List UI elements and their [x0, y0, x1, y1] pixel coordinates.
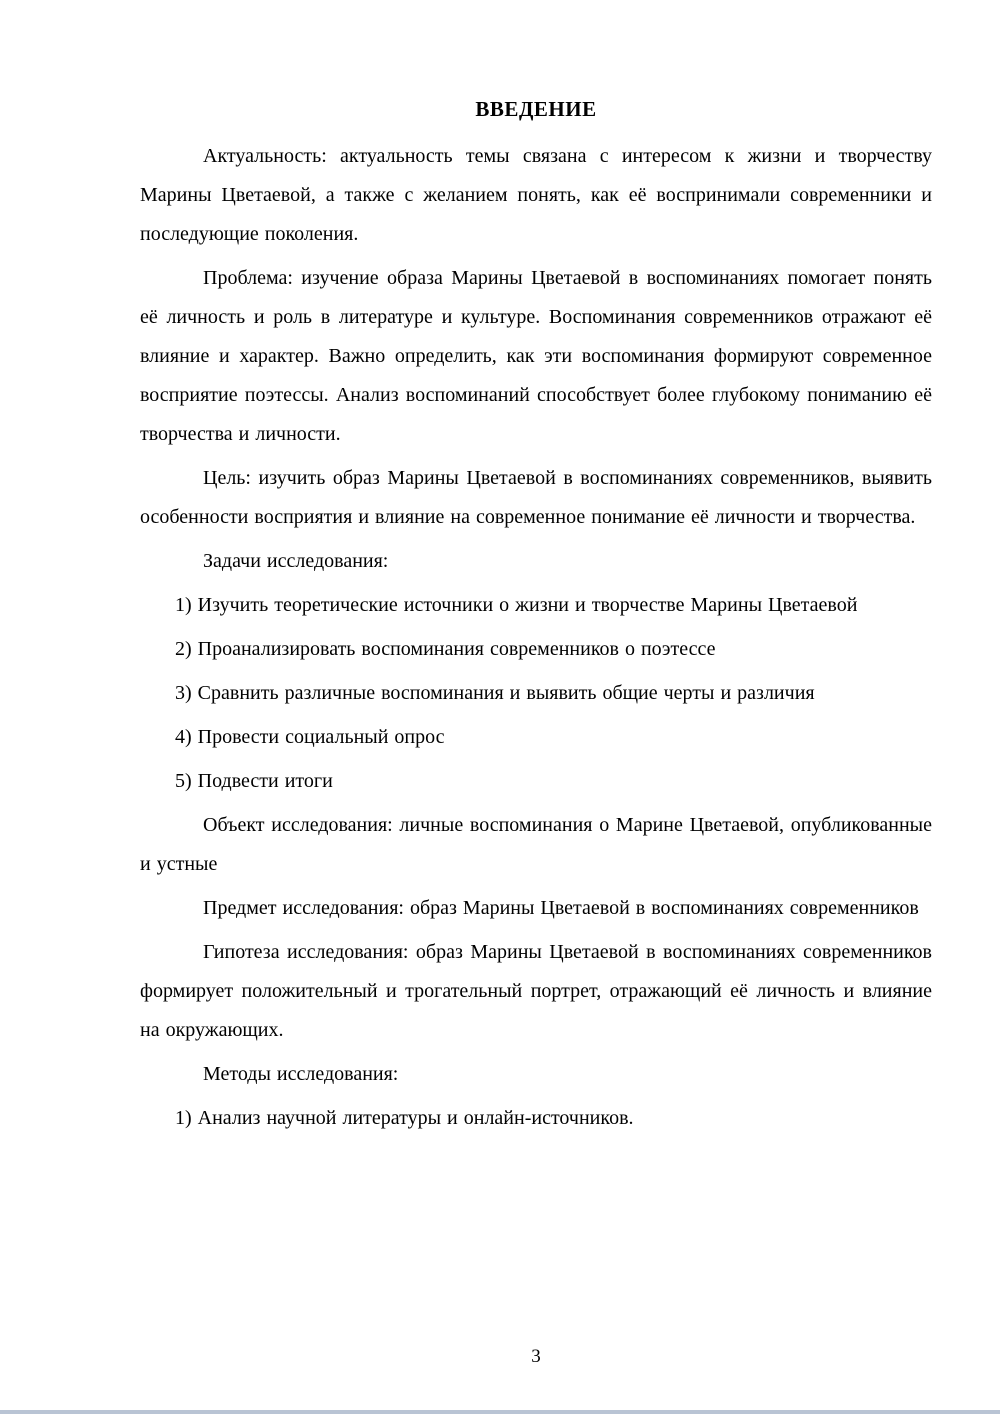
paragraph-object: Объект исследования: личные воспоминания о Марине Цветаевой, опубликованные и устные	[140, 814, 932, 875]
paragraph-subject: Предмет исследования: образ Марины Цветаевой в воспоминаниях современников	[203, 897, 919, 919]
task-item-3: 3) Сравнить различные воспоминания и выявить общие черты и различия	[175, 682, 815, 704]
page-bottom-edge	[0, 1410, 1000, 1414]
paragraph-problem: Проблема: изучение образа Марины Цветаевой в воспоминаниях помогает понять её личность и роль в литературе и культуре. Воспоминания современников отражают её влияние и характер. Важно определить, как эти воспоминания формируют современное восприятие поэтессы. Анализ воспоминаний способствует более глубокому пониманию её творчества и личности.	[140, 267, 932, 445]
task-item-2: 2) Проанализировать воспоминания современников о поэтессе	[175, 638, 716, 660]
page-number: 3	[531, 1346, 541, 1367]
paragraph-relevance: Актуальность: актуальность темы связана с интересом к жизни и творчеству Марины Цветаевой, а также с желанием понять, как её воспринимали современники и последующие поколения.	[140, 145, 932, 245]
paragraph-hypothesis: Гипотеза исследования: образ Марины Цветаевой в воспоминаниях современников формирует положительный и трогательный портрет, отражающий её личность и влияние на окружающих.	[140, 941, 932, 1041]
page-title: ВВЕДЕНИЕ	[475, 97, 597, 121]
method-item-1: 1) Анализ научной литературы и онлайн-источников.	[175, 1107, 634, 1129]
paragraph-methods-heading: Методы исследования:	[203, 1063, 399, 1085]
task-item-4: 4) Провести социальный опрос	[175, 726, 445, 748]
task-item-5: 5) Подвести итоги	[175, 770, 333, 792]
paragraph-goal: Цель: изучить образ Марины Цветаевой в воспоминаниях современников, выявить особенности восприятия и влияние на современное понимание её личности и творчества.	[140, 467, 932, 528]
paragraph-tasks-heading: Задачи исследования:	[203, 550, 389, 572]
task-item-1: 1) Изучить теоретические источники о жизни и творчестве Марины Цветаевой	[175, 594, 858, 616]
